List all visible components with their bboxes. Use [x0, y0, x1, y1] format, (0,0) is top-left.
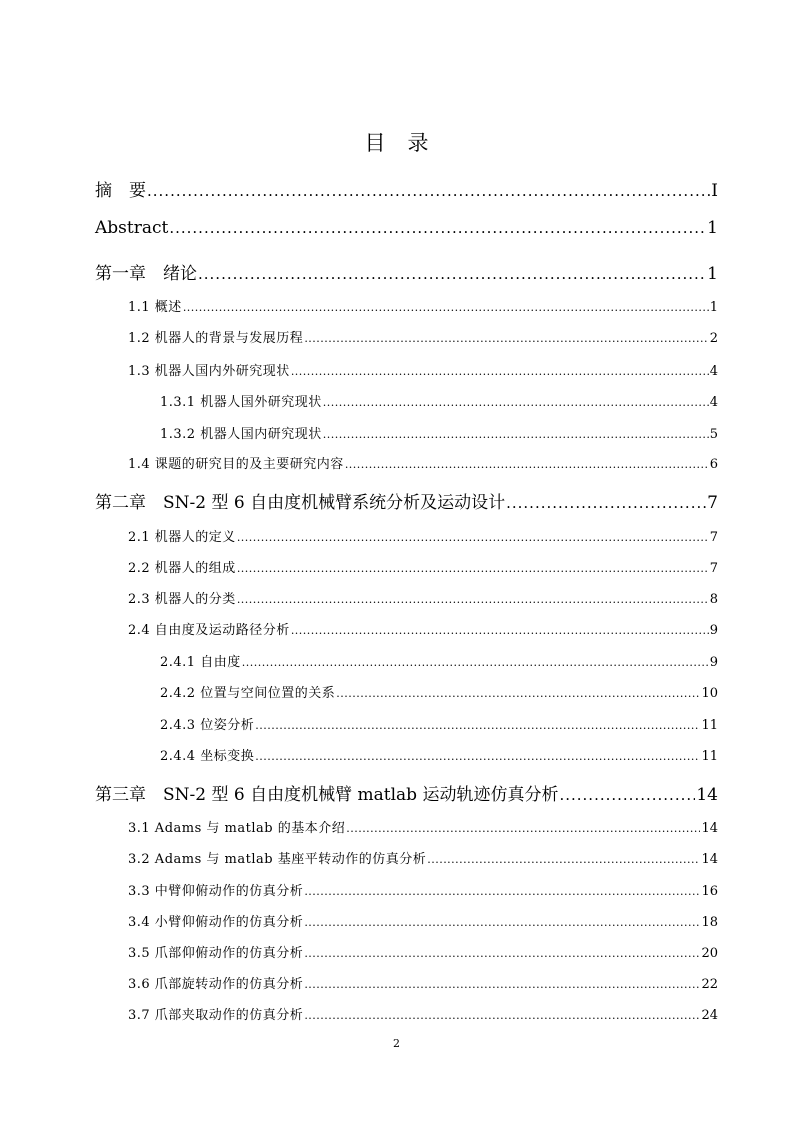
toc-entry-label: 1.4 课题的研究目的及主要研究内容 — [128, 457, 344, 472]
toc-entry-page: 14 — [701, 821, 718, 836]
toc-entry-page: 9 — [709, 655, 718, 670]
toc-entry-label: 2.4.4 坐标变换 — [160, 749, 255, 764]
dot-leader — [304, 1008, 700, 1023]
toc-entry-label: 1.1 概述 — [128, 300, 182, 315]
toc-entry[interactable] — [95, 218, 718, 238]
dot-leader — [427, 852, 700, 867]
toc-entry-label: 1.3.2 机器人国内研究现状 — [160, 427, 322, 442]
toc-title: 目录 — [364, 131, 451, 155]
dot-leader — [291, 364, 709, 379]
toc-entry[interactable] — [128, 557, 718, 576]
toc-entry-label: 第一章 绪论 — [95, 264, 197, 284]
toc-entry-label: 2.3 机器人的分类 — [128, 592, 236, 607]
toc-entry[interactable] — [128, 327, 718, 346]
toc-entry-page: 1 — [707, 218, 718, 238]
toc-entry[interactable] — [95, 176, 718, 201]
toc-entry-page: 1 — [709, 300, 718, 315]
toc-entry-page: 9 — [709, 623, 718, 638]
toc-entry-label: 3.6 爪部旋转动作的仿真分析 — [128, 977, 304, 992]
toc-entry[interactable] — [160, 745, 718, 764]
toc-entry-label: 第三章 SN-2 型 6 自由度机械臂 matlab 运动轨迹仿真分析 — [95, 785, 559, 805]
dot-leader — [198, 264, 706, 284]
toc-entry[interactable] — [128, 973, 718, 992]
toc-entry[interactable] — [160, 423, 718, 442]
dot-leader — [506, 493, 706, 513]
toc-entry-label: 2.4 自由度及运动路径分析 — [128, 623, 290, 638]
dot-leader — [304, 331, 708, 346]
toc-entry-page: 7 — [709, 561, 718, 576]
dot-leader — [169, 218, 706, 238]
toc-entry[interactable] — [95, 259, 718, 284]
toc-entry-label: 3.7 爪部夹取动作的仿真分析 — [128, 1008, 304, 1023]
toc-entry-label: 3.4 小臂仰俯动作的仿真分析 — [128, 915, 304, 930]
toc-entry[interactable] — [128, 942, 718, 961]
toc-entry-label: 2.4.1 自由度 — [160, 655, 241, 670]
toc-entry-page: 4 — [709, 395, 718, 410]
toc-entry[interactable] — [128, 526, 718, 545]
toc-entry-page: 8 — [709, 592, 718, 607]
toc-entry-label: 3.3 中臂仰俯动作的仿真分析 — [128, 884, 304, 899]
toc-entry-label: 1.3 机器人国内外研究现状 — [128, 364, 290, 379]
toc-entry-page: 11 — [701, 749, 718, 764]
toc-entry[interactable] — [128, 296, 718, 315]
toc-entry-label: 第二章 SN-2 型 6 自由度机械臂系统分析及运动设计 — [95, 493, 506, 513]
toc-entry[interactable] — [128, 817, 718, 836]
dot-leader — [323, 395, 709, 410]
dot-leader — [323, 427, 709, 442]
toc-entry-label: 1.2 机器人的背景与发展历程 — [128, 331, 304, 346]
toc-entry-page: 20 — [701, 946, 718, 961]
toc-entry-label: 3.2 Adams 与 matlab 基座平转动作的仿真分析 — [128, 852, 427, 867]
toc-entry-label: 3.5 爪部仰俯动作的仿真分析 — [128, 946, 304, 961]
page-number: 2 — [393, 1037, 400, 1050]
toc-entry-label: 2.4.2 位置与空间位置的关系 — [160, 686, 336, 701]
toc-entry[interactable] — [128, 588, 718, 607]
toc-entry[interactable] — [95, 780, 718, 805]
dot-leader — [304, 915, 700, 930]
dot-leader — [147, 181, 710, 201]
toc-entry-page: 10 — [701, 686, 718, 701]
toc-entry[interactable] — [160, 714, 718, 733]
dot-leader — [237, 592, 709, 607]
dot-leader — [237, 561, 709, 576]
dot-leader — [237, 530, 709, 545]
dot-leader — [255, 718, 700, 733]
toc-entry-label: 2.4.3 位姿分析 — [160, 718, 255, 733]
toc-entry-page: 16 — [701, 884, 718, 899]
dot-leader — [346, 821, 700, 836]
dot-leader — [255, 749, 700, 764]
toc-entry-page: 4 — [709, 364, 718, 379]
toc-entry-label: 3.1 Adams 与 matlab 的基本介绍 — [128, 821, 346, 836]
toc-entry-page: I — [711, 181, 718, 201]
toc-entry-page: 1 — [707, 264, 718, 284]
toc-entry-page: 6 — [709, 457, 718, 472]
toc-entry[interactable] — [128, 453, 718, 472]
toc-entry-page: 7 — [707, 493, 718, 513]
toc-entry-page: 24 — [701, 1008, 718, 1023]
toc-entry-label: Abstract — [95, 218, 169, 238]
toc-entry[interactable] — [160, 651, 718, 670]
toc-entry-label: 1.3.1 机器人国外研究现状 — [160, 395, 322, 410]
toc-entry-page: 18 — [701, 915, 718, 930]
toc-entry-page: 7 — [709, 530, 718, 545]
toc-entry[interactable] — [95, 488, 718, 513]
dot-leader — [559, 785, 695, 805]
toc-entry[interactable] — [128, 911, 718, 930]
dot-leader — [242, 655, 709, 670]
toc-entry[interactable] — [160, 682, 718, 701]
toc-entry[interactable] — [128, 619, 718, 638]
toc-entry-label: 2.1 机器人的定义 — [128, 530, 236, 545]
dot-leader — [336, 686, 700, 701]
toc-entry[interactable] — [128, 1004, 718, 1023]
dot-leader — [304, 946, 700, 961]
dot-leader — [304, 884, 700, 899]
toc-entry[interactable] — [128, 848, 718, 867]
toc-entry-page: 11 — [701, 718, 718, 733]
toc-entry[interactable] — [160, 391, 718, 410]
toc-entry-page: 5 — [709, 427, 718, 442]
dot-leader — [291, 623, 709, 638]
toc-entry-page: 14 — [696, 785, 718, 805]
dot-leader — [304, 977, 700, 992]
toc-entry[interactable] — [128, 880, 718, 899]
toc-entry[interactable] — [128, 360, 718, 379]
dot-leader — [183, 300, 709, 315]
toc-entry-page: 14 — [701, 852, 718, 867]
dot-leader — [345, 457, 709, 472]
toc-entry-page: 2 — [709, 331, 718, 346]
toc-entry-label: 摘 要 — [95, 181, 146, 201]
toc-entry-label: 2.2 机器人的组成 — [128, 561, 236, 576]
toc-entry-page: 22 — [701, 977, 718, 992]
